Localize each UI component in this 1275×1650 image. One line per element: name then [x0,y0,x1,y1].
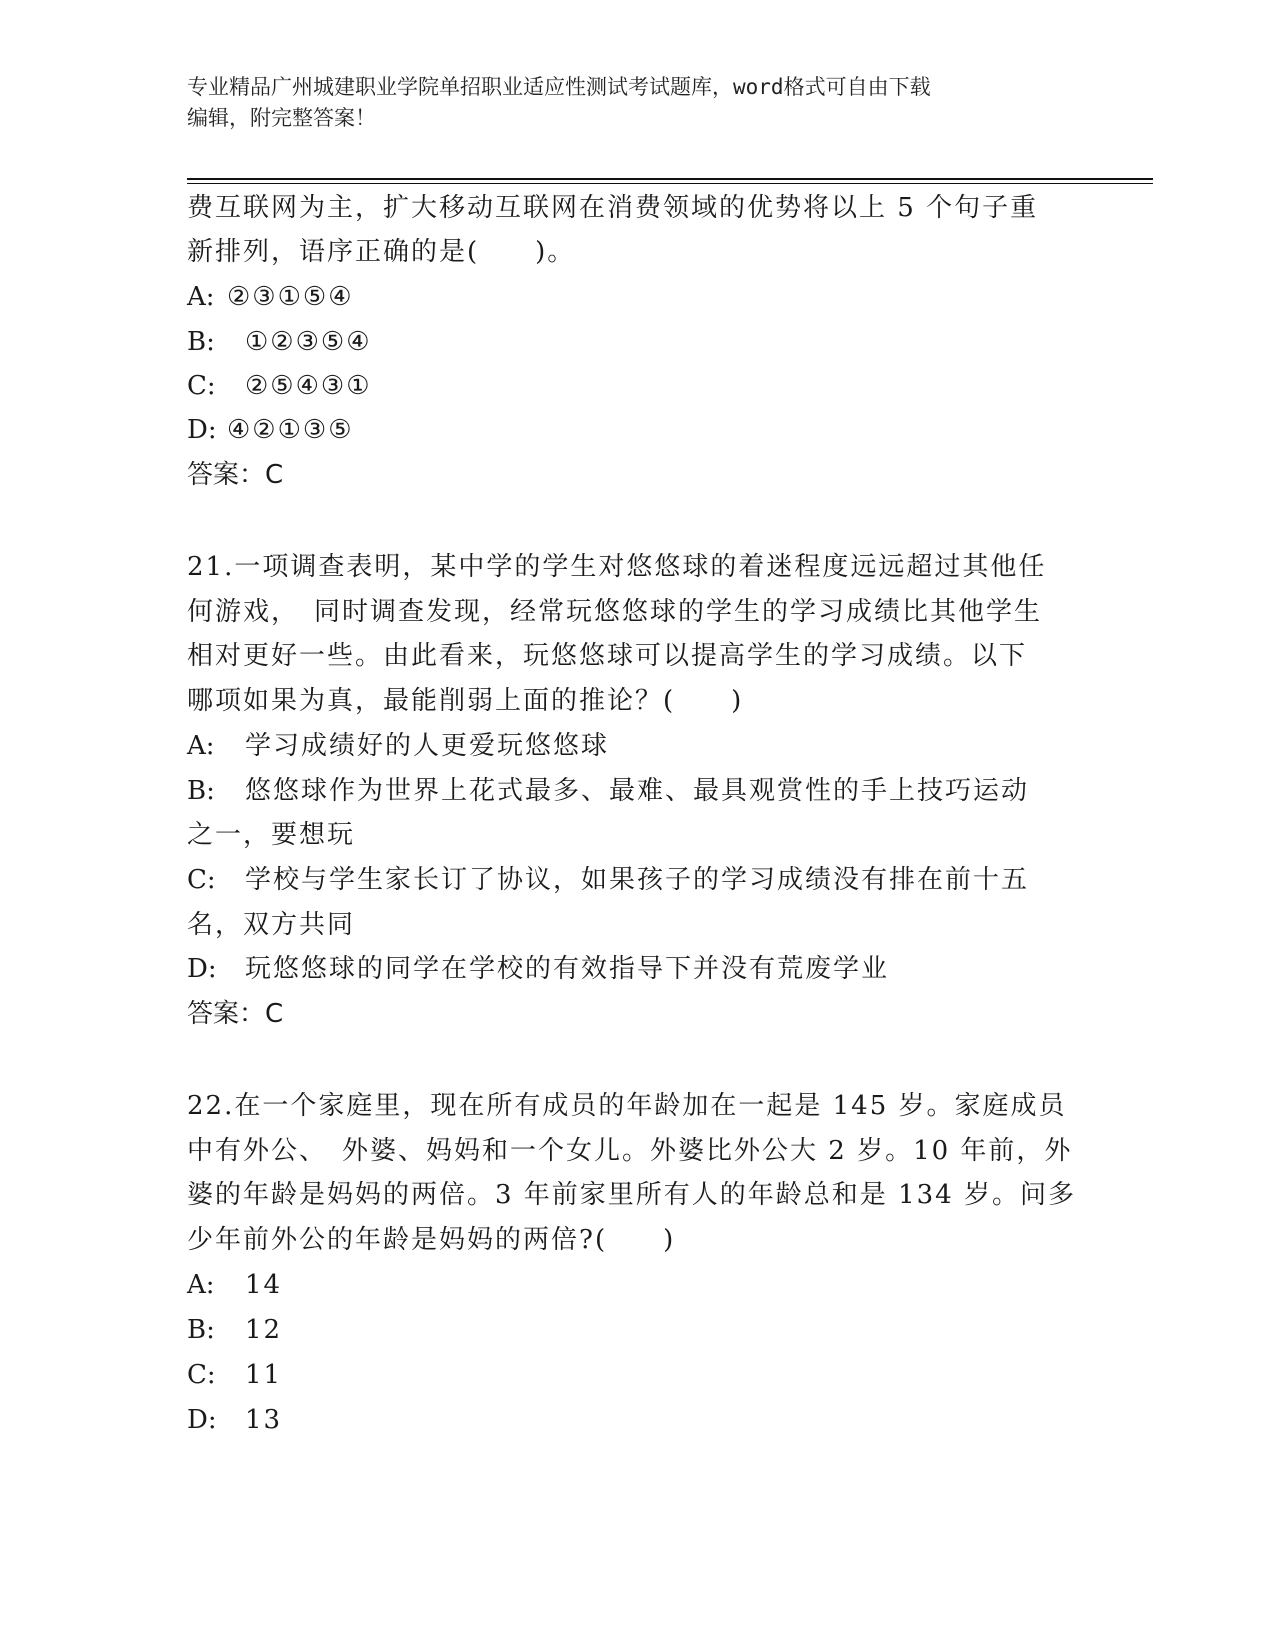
q21-option-d [187,954,889,984]
q21-stem-line-1: 21.一项调查表明，某中学的学生对悠悠球的着迷程度远远超过其他任 [187,552,1047,582]
option-letter: A: [187,282,215,312]
q22-option-b [187,1315,282,1345]
q21-stem-line-3: 相对更好一些。由此看来，玩悠悠球可以提高学生的学习成绩。以下 [187,641,1028,671]
q20-option-d [187,415,354,445]
q22-option-d [187,1405,282,1435]
q20-answer: 答案：C [187,460,284,490]
option-text: 11 [245,1360,283,1390]
option-text: 悠悠球作为世界上花式最多、最难、最具观赏性的手上技巧运动 [245,776,1030,806]
q21-option-c [187,865,1029,895]
header-divider [187,178,1153,180]
q21-option-c-continued: 名，双方共同 [187,910,356,940]
q22-stem-line-1: 22.在一个家庭里，现在所有成员的年龄加在一起是 145 岁。家庭成员 [187,1091,1067,1121]
q21-answer: 答案：C [187,999,284,1029]
q22-option-c [187,1360,282,1390]
page-header [187,72,1087,134]
option-letter: B: [187,327,215,357]
option-text: ②③①⑤④ [227,282,354,312]
q21-option-b [187,776,1029,806]
option-letter: A: [187,1270,215,1300]
q21-stem-line-4: 哪项如果为真，最能削弱上面的推论？( ) [187,686,744,716]
option-letter: D: [187,415,217,445]
header-line-1: 专业精品广州城建职业学院单招职业适应性测试考试题库，word格式可自由下载 [187,75,931,99]
option-text: ④②①③⑤ [227,415,354,445]
option-text: 13 [245,1405,283,1435]
q21-stem-line-2: 何游戏， 同时调查发现，经常玩悠悠球的学生的学习成绩比其他学生 [187,597,1043,627]
q20-option-c [187,371,372,401]
option-letter: D: [187,1405,217,1435]
header-divider-thin [187,183,1153,184]
option-letter: B: [187,1315,215,1345]
option-letter: C: [187,1360,216,1390]
option-text: 学校与学生家长订了协议，如果孩子的学习成绩没有排在前十五 [245,865,1030,895]
q20-option-a [187,282,354,312]
header-line-2: 编辑，附完整答案！ [187,106,376,130]
option-text: 12 [245,1315,283,1345]
q21-option-b-continued: 之一，要想玩 [187,820,356,850]
option-text: ②⑤④③① [245,371,372,401]
option-letter: C: [187,371,216,401]
option-text: ①②③⑤④ [245,327,372,357]
option-letter: B: [187,776,215,806]
q20-stem-line-2: 新排列，语序正确的是( )。 [187,237,576,267]
option-text: 14 [245,1270,283,1300]
q21-option-a [187,731,609,761]
q22-stem-line-4: 少年前外公的年龄是妈妈的两倍?( ) [187,1225,676,1255]
q22-stem-line-3: 婆的年龄是妈妈的两倍。3 年前家里所有人的年龄总和是 134 岁。问多 [187,1180,1076,1210]
q22-option-a [187,1270,282,1300]
option-text: 玩悠悠球的同学在学校的有效指导下并没有荒废学业 [245,954,890,984]
q20-option-b [187,327,372,357]
option-letter: D: [187,954,217,984]
option-text: 学习成绩好的人更爱玩悠悠球 [245,731,610,761]
option-letter: A: [187,731,215,761]
q22-stem-line-2: 中有外公、 外婆、妈妈和一个女儿。外婆比外公大 2 岁。10 年前，外 [187,1136,1073,1166]
q20-stem-line-1: 费互联网为主，扩大移动互联网在消费领域的优势将以上 5 个句子重 [187,193,1039,223]
option-letter: C: [187,865,216,895]
